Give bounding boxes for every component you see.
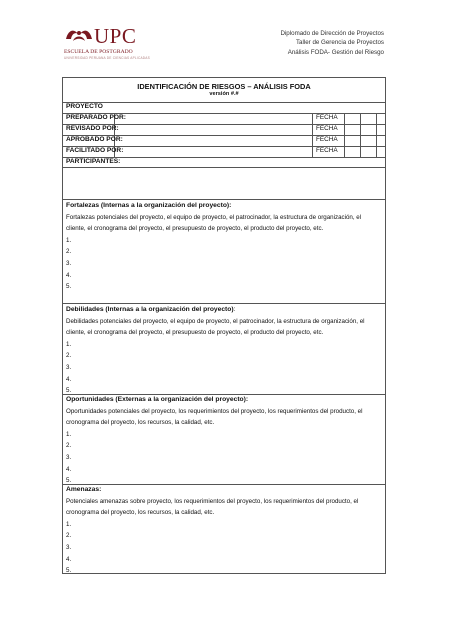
- list-item: 5.: [66, 387, 72, 395]
- debilidades-section: [66, 304, 382, 397]
- debilidades-description: Debilidades potenciales del proyecto, el equipo de proyecto, el patrocinador, la estructura de organización, el cliente, el cronograma del proyecto, el presupuesto de proyecto, el producto del proyecto, etc.: [66, 317, 365, 337]
- header-line-2: Taller de Gerencia de Proyectos: [295, 39, 384, 47]
- list-item: 3.: [66, 453, 72, 461]
- fecha-label: FECHA: [316, 125, 338, 132]
- list-item: 3.: [66, 259, 72, 267]
- list-item: 1.: [66, 236, 72, 244]
- list-item: 5.: [66, 477, 72, 485]
- list-item: 2.: [66, 532, 72, 540]
- participantes-label: PARTICIPANTES:: [66, 158, 121, 165]
- list-item: 4.: [66, 555, 72, 563]
- list-item: 5.: [66, 283, 72, 291]
- fortalezas-description: Fortalezas potenciales del proyecto, el equipo de proyecto, el patrocinador, la estructura de organización, el cliente, el cronograma del proyecto, el presupuesto de proyecto, el producto del proyecto, etc.: [66, 213, 362, 233]
- list-item: 1.: [66, 430, 72, 438]
- list-item: 3.: [66, 363, 72, 371]
- upc-emblem-icon: [64, 26, 94, 48]
- list-item: 5.: [66, 567, 72, 575]
- list-item: 4.: [66, 465, 72, 473]
- amenazas-description: Potenciales amenazas sobre proyecto, los requerimientos del proyecto, los requerimientos del producto, el cronograma del proyecto, los recursos, la calidad, etc.: [66, 497, 359, 517]
- debilidades-colon: :: [233, 306, 236, 313]
- fortalezas-section: [66, 200, 382, 293]
- col-divider: [360, 113, 361, 157]
- aprobado-label: APROBADO POR:: [66, 136, 123, 143]
- list-item: 4.: [66, 375, 72, 383]
- row-divider: [63, 102, 385, 103]
- header-line-1: Diplomado de Dirección de Proyectos: [280, 30, 384, 37]
- logo-brand: UPC: [94, 24, 137, 48]
- list-item: 2.: [66, 442, 72, 450]
- list-item: 4.: [66, 271, 72, 279]
- oportunidades-title: Oportunidades (Externas a la organización del proyecto):: [66, 396, 249, 403]
- revisado-label: REVISADO POR:: [66, 125, 119, 132]
- list-item: 2.: [66, 352, 72, 360]
- amenazas-title: Amenazas:: [66, 486, 102, 493]
- list-item: 3.: [66, 543, 72, 551]
- col-divider: [312, 113, 313, 157]
- fecha-label: FECHA: [316, 114, 338, 121]
- proyecto-label: PROYECTO: [66, 103, 103, 110]
- header-line-3: Análisis FODA- Gestión del Riesgo: [287, 48, 384, 56]
- fecha-label: FECHA: [316, 147, 338, 154]
- amenazas-section: [66, 484, 382, 577]
- form-title-block: [63, 78, 385, 102]
- list-item: 1.: [66, 340, 72, 348]
- col-divider: [344, 113, 345, 157]
- form-title: IDENTIFICACIÓN DE RIESGOS – ANÁLISIS FODA: [137, 82, 311, 91]
- oportunidades-section: [66, 394, 382, 487]
- row-divider: [63, 167, 385, 168]
- logo-school: ESCUELA DE POSTGRADO: [64, 49, 133, 55]
- facilitado-label: FACILITADO POR:: [66, 147, 124, 154]
- foda-form: [62, 77, 386, 574]
- list-item: 1.: [66, 520, 72, 528]
- upc-logo: [64, 26, 174, 62]
- preparado-label: PREPARADO POR:: [66, 114, 126, 121]
- debilidades-title-row: [66, 304, 382, 316]
- logo-university: UNIVERSIDAD PERUANA DE CIENCIAS APLICADAS: [64, 56, 150, 60]
- debilidades-title: Debilidades (Internas a la organización del proyecto): [66, 306, 234, 313]
- fecha-label: FECHA: [316, 136, 338, 143]
- fortalezas-title: Fortalezas (Internas a la organización del proyecto):: [66, 202, 232, 209]
- form-version: versión #.#: [209, 91, 239, 97]
- col-divider: [376, 113, 377, 157]
- list-item: 2.: [66, 248, 72, 256]
- oportunidades-description: Oportunidades potenciales del proyecto, los requerimientos del proyecto, los requerimientos del producto, el cronograma del proyecto, los recursos, la calidad, etc.: [66, 407, 363, 427]
- document-header: [280, 29, 384, 57]
